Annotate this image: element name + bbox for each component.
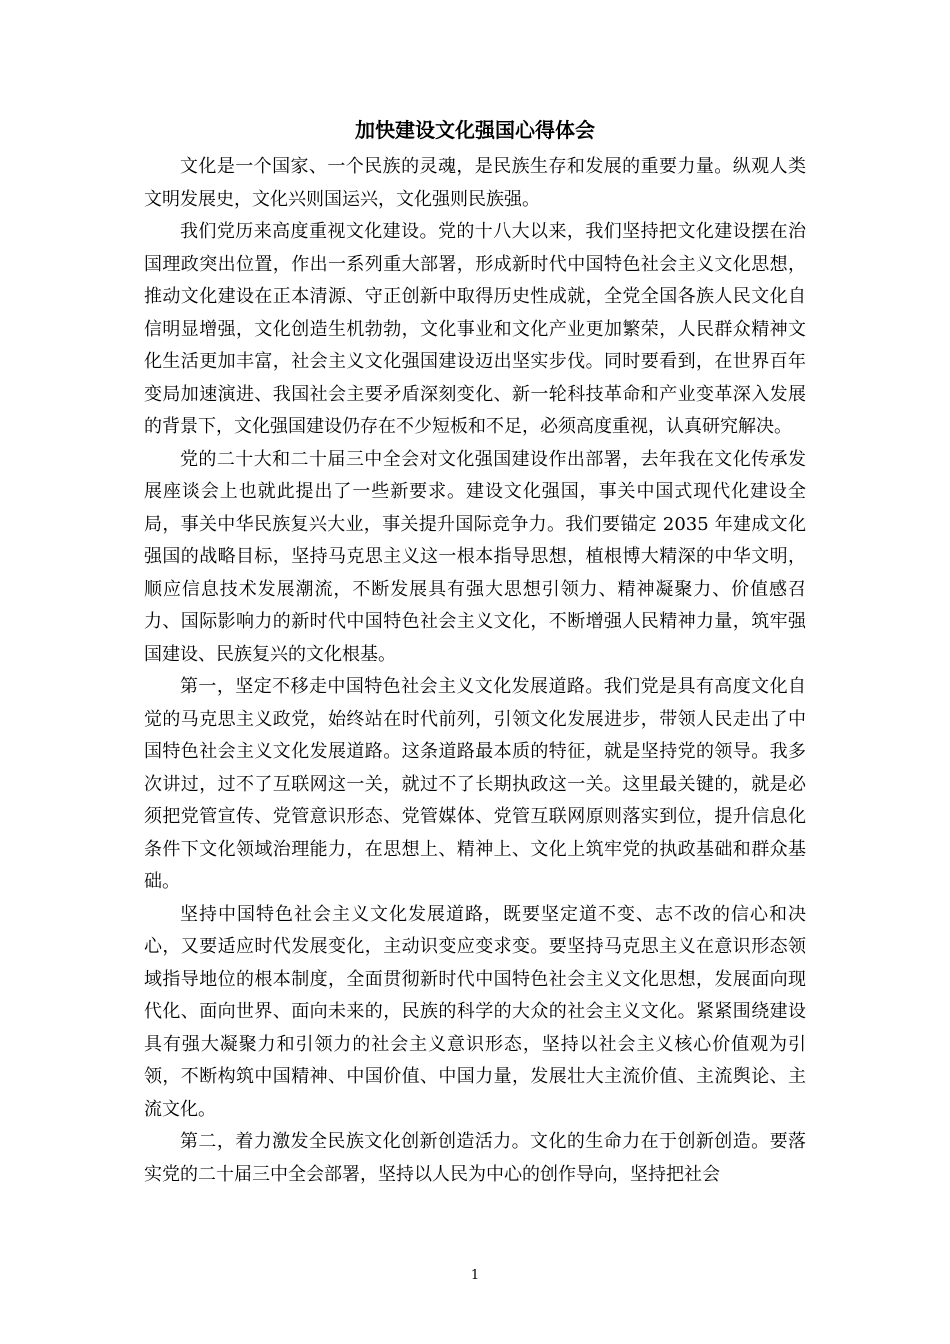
paragraph-4: 第一，坚定不移走中国特色社会主义文化发展道路。我们党是具有高度文化自觉的马克思主义政党，始终站在时代前列，引领文化发展进步，带领人民走出了中国特色社会主义文化发展道路。这条道路最本质的特征，就是坚持党的领导。我多次讲过，过不了互联网这一关，就过不了长期执政这一关。这里最关键的，就是必须把党管宣传、党管意识形态、党管媒体、党管互联网原则落实到位，提升信息化条件下文化领域治理能力，在思想上、精神上、文化上筑牢党的执政基础和群众基础。 bbox=[144, 676, 806, 892]
document-body bbox=[144, 151, 806, 1191]
paragraph-3: 党的二十大和二十届三中全会对文化强国建设作出部署，去年我在文化传承发展座谈会上也就此提出了一些新要求。建设文化强国，事关中国式现代化建设全局，事关中华民族复兴大业，事关提升国际竞争力。我们要锚定 2035 年建成文化强国的战略目标，坚持马克思主义这一根本指导思想，植根博大精深的中华文明，顺应信息技术发展潮流，不断发展具有强大思想引领力、精神凝聚力、价值感召力、国际影响力的新时代中国特色社会主义文化，不断增强人民精神力量，筑牢强国建设、民族复兴的文化根基。 bbox=[144, 448, 806, 665]
document-title: 加快建设文化强国心得体会 bbox=[355, 118, 595, 142]
paragraph-5: 坚持中国特色社会主义文化发展道路，既要坚定道不变、志不改的信心和决心，又要适应时代发展变化，主动识变应变求变。要坚持马克思主义在意识形态领域指导地位的根本制度，全面贯彻新时代中国特色社会主义文化思想，发展面向现代化、面向世界、面向未来的，民族的科学的大众的社会主义文化。紧紧围绕建设具有强大凝聚力和引领力的社会主义意识形态，坚持以社会主义核心价值观为引领，不断构筑中国精神、中国价值、中国力量，发展壮大主流价值、主流舆论、主流文化。 bbox=[144, 903, 806, 1120]
paragraph-1: 文化是一个国家、一个民族的灵魂，是民族生存和发展的重要力量。纵观人类文明发展史，文化兴则国运兴，文化强则民族强。 bbox=[144, 156, 806, 210]
page-number: 1 bbox=[470, 1268, 480, 1283]
paragraph-6: 第二，着力激发全民族文化创新创造活力。文化的生命力在于创新创造。要落实党的二十届三中全会部署，坚持以人民为中心的创作导向，坚持把社会 bbox=[144, 1131, 806, 1185]
paragraph-2: 我们党历来高度重视文化建设。党的十八大以来，我们坚持把文化建设摆在治国理政突出位置，作出一系列重大部署，形成新时代中国特色社会主义文化思想，推动文化建设在正本清源、守正创新中取得历史性成就，全党全国各族人民文化自信明显增强，文化创造生机勃勃，文化事业和文化产业更加繁荣，人民群众精神文化生活更加丰富，社会主义文化强国建设迈出坚实步伐。同时要看到，在世界百年变局加速演进、我国社会主要矛盾深刻变化、新一轮科技革命和产业变革深入发展的背景下，文化强国建设仍存在不少短板和不足，必须高度重视，认真研究解决。 bbox=[144, 221, 806, 437]
